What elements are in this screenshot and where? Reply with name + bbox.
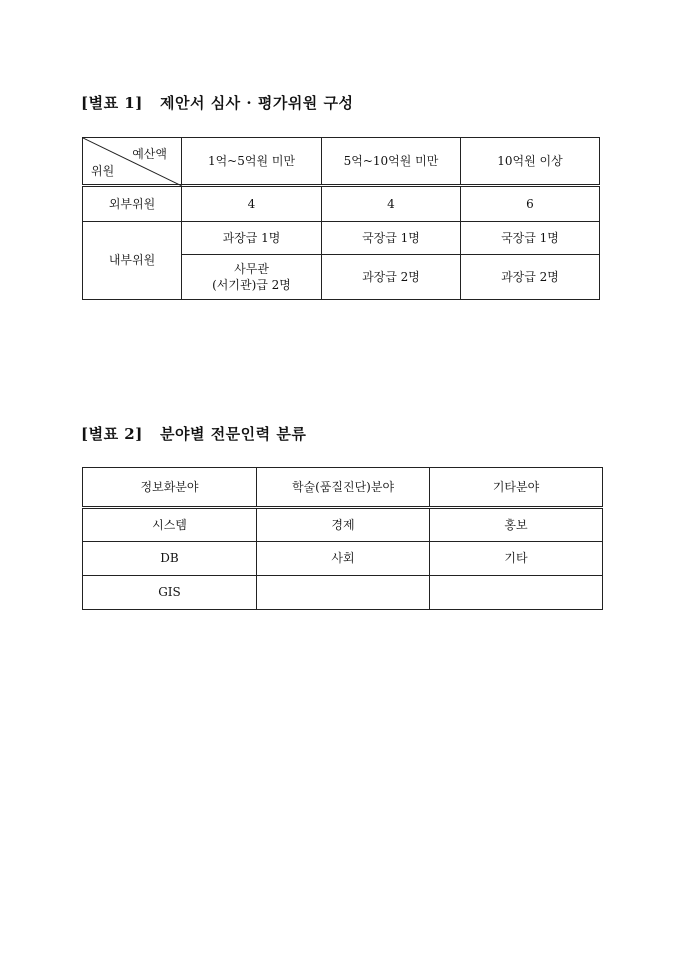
table-cell: 국장급 1명 [461, 222, 600, 255]
table-row [83, 542, 603, 576]
evaluation-committee-table [82, 137, 600, 300]
table-cell: 과장급 2명 [461, 255, 600, 300]
column-header: 기타분야 [430, 468, 603, 508]
column-header: 5억~10억원 미만 [322, 138, 461, 186]
table-cell [182, 255, 322, 300]
column-header: 1억~5억원 미만 [182, 138, 322, 186]
cell-line: (서기관)급 2명 [212, 278, 291, 292]
column-header: 10억원 이상 [461, 138, 600, 186]
cell-line: 사무관 [234, 261, 269, 276]
table2-title: [별표 2] 분야별 전문인력 분류 [81, 425, 307, 443]
table-cell: 홍보 [430, 508, 603, 542]
table-cell: 과장급 2명 [322, 255, 461, 300]
table1-title: [별표 1] 제안서 심사 · 평가위원 구성 [81, 94, 354, 112]
table-cell: 4 [322, 186, 461, 222]
column-header: 학술(품질진단)분야 [257, 468, 430, 508]
row-label-external: 외부위원 [83, 186, 182, 222]
table-row [83, 508, 603, 542]
table-cell: 국장급 1명 [322, 222, 461, 255]
table-cell: 기타 [430, 542, 603, 576]
corner-label-budget: 예산액 [132, 147, 167, 161]
table-row [83, 576, 603, 610]
table-row-internal-1 [83, 222, 600, 255]
table-cell [257, 576, 430, 610]
row-label-internal: 내부위원 [83, 222, 182, 300]
table-cell [430, 576, 603, 610]
table-cell: DB [83, 542, 257, 576]
corner-label-members: 위원 [91, 163, 115, 178]
table-cell: 6 [461, 186, 600, 222]
expert-classification-table [82, 467, 603, 610]
table-cell: 과장급 1명 [182, 222, 322, 255]
table-row-external [83, 186, 600, 222]
column-header: 정보화분야 [83, 468, 257, 508]
table-cell: 4 [182, 186, 322, 222]
table-cell: 경제 [257, 508, 430, 542]
table-cell: GIS [83, 576, 257, 610]
table-cell: 사회 [257, 542, 430, 576]
table-cell: 시스템 [83, 508, 257, 542]
corner-header-cell [83, 138, 182, 186]
